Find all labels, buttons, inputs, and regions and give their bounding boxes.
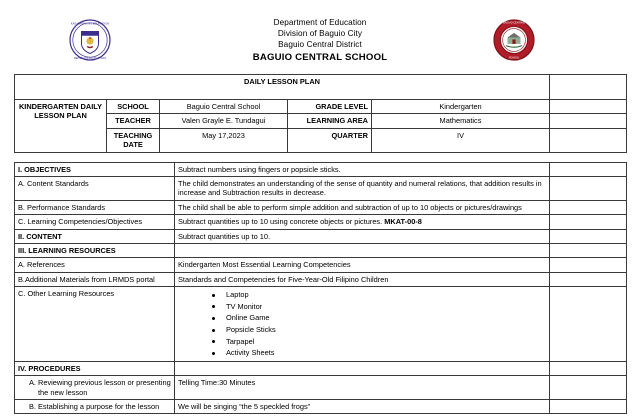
table-row-learning-resources <box>15 244 627 258</box>
competencies-value: Subtract quantities up to 10 using concrete objects or pictures. <box>178 217 383 227</box>
teacher-row-blank-cell <box>550 114 627 128</box>
performance-standards-label: B. Performance Standards <box>15 200 175 214</box>
table-row-procedure-b <box>15 400 627 414</box>
learning-area-label: LEARNING AREA <box>288 114 372 128</box>
objectives-value: Subtract numbers using fingers or popsicle sticks. <box>175 162 550 176</box>
competency-code: MKAT-00-8 <box>384 217 422 227</box>
table-row-teaching-date <box>15 128 627 152</box>
competencies-cell <box>175 215 550 229</box>
svg-text:KAGAWARAN NG EDUKASYON: KAGAWARAN NG EDUKASYON <box>70 22 110 26</box>
svg-text:BAGUIO CENTRAL: BAGUIO CENTRAL <box>502 21 526 25</box>
content-heading: II. CONTENT <box>15 229 175 243</box>
teacher-label: TEACHER <box>107 114 160 128</box>
table-gap <box>0 153 640 162</box>
procedure-b-label-cell <box>15 400 175 414</box>
teaching-date-value: May 17,2023 <box>160 128 288 152</box>
list-item: Laptop <box>212 289 546 301</box>
table-row-references <box>15 258 627 272</box>
other-resources-value <box>175 287 550 362</box>
svg-text:SCHOOL: SCHOOL <box>508 56 520 60</box>
teaching-date-row-blank-cell <box>550 128 627 152</box>
procedure-b-value: We will be singing “the 5 speckled frogs” <box>175 400 550 414</box>
school-row-blank-cell <box>550 100 627 114</box>
other-resources-label: C. Other Learning Resources <box>15 287 175 362</box>
procedure-b-blank-cell <box>550 400 627 414</box>
lrmds-label: B.Additional Materials from LRMDS portal <box>15 272 175 286</box>
references-value: Kindergarten Most Essential Learning Competencies <box>175 258 550 272</box>
learning-resources-blank-cell <box>550 244 627 258</box>
lrmds-value: Standards and Competencies for Five-Year-Old Filipino Children <box>175 272 550 286</box>
content-value: Subtract quantities up to 10. <box>175 229 550 243</box>
procedures-heading: IV. PROCEDURES <box>15 361 175 375</box>
procedures-blank-cell <box>550 361 627 375</box>
quarter-label: QUARTER <box>288 128 372 152</box>
procedure-a-blank-cell <box>550 376 627 400</box>
table-row-performance-standards <box>15 200 627 214</box>
grade-level-label: GRADE LEVEL <box>288 100 372 114</box>
division-line: Division of Baguio City <box>277 29 363 38</box>
table-row-content-standards <box>15 177 627 201</box>
competencies-blank-cell <box>550 215 627 229</box>
list-item: Popsicle Sticks <box>212 324 546 336</box>
table-row-content <box>15 229 627 243</box>
procedure-a-value: Telling Time:30 Minutes <box>175 376 550 400</box>
school-label: SCHOOL <box>107 100 160 114</box>
content-standards-blank-cell <box>550 177 627 201</box>
grade-level-value: Kindergarten <box>372 100 550 114</box>
table-row-objectives <box>15 162 627 176</box>
objectives-blank-cell <box>550 162 627 176</box>
other-resources-blank-cell <box>550 287 627 362</box>
table-row-teacher <box>15 114 627 128</box>
objectives-heading: I. OBJECTIVES <box>15 162 175 176</box>
letterhead-text <box>0 17 640 63</box>
table-row-other-resources <box>15 287 627 362</box>
performance-standards-blank-cell <box>550 200 627 214</box>
kindergarten-plan-label: KINDERGARTEN DAILY LESSON PLAN <box>15 100 107 153</box>
content-blank-cell <box>550 229 627 243</box>
list-item: Tarpapel <box>212 336 546 348</box>
learning-resources-heading: III. LEARNING RESOURCES <box>15 244 175 258</box>
svg-text:REPUBLIKA NG PILIPINAS: REPUBLIKA NG PILIPINAS <box>73 57 107 61</box>
references-blank-cell <box>550 258 627 272</box>
list-item: TV Monitor <box>212 301 546 313</box>
lesson-plan-header-table <box>14 74 627 153</box>
content-standards-label: A. Content Standards <box>15 177 175 201</box>
school-seal-icon <box>492 18 536 62</box>
title-row-blank-cell <box>550 75 627 100</box>
lesson-plan-body-table <box>14 162 627 415</box>
table-row-lrmds <box>15 272 627 286</box>
table-row-school <box>15 100 627 114</box>
department-line: Department of Education <box>273 18 367 27</box>
competencies-label: C. Learning Competencies/Objectives <box>15 215 175 229</box>
procedure-a-letter: A. <box>29 378 36 388</box>
lrmds-blank-cell <box>550 272 627 286</box>
table-row-procedure-a <box>15 376 627 400</box>
list-item: Online Game <box>212 312 546 324</box>
document-letterhead <box>0 0 640 74</box>
content-standards-value: The child demonstrates an understanding of the sense of quantity and numeral relations, that addition results in increase and Subtraction results in decrease. <box>175 177 550 201</box>
school-name-heading: BAGUIO CENTRAL SCHOOL <box>252 52 388 63</box>
table-row-competencies <box>15 215 627 229</box>
teaching-date-label: TEACHING DATE <box>107 128 160 152</box>
table-row-title <box>15 75 627 100</box>
daily-lesson-plan-title: DAILY LESSON PLAN <box>15 75 550 100</box>
procedure-a-label: Reviewing previous lesson or presenting the new lesson <box>38 378 171 397</box>
school-value: Baguio Central School <box>160 100 288 114</box>
procedure-a-label-cell <box>15 376 175 400</box>
quarter-value: IV <box>372 128 550 152</box>
table-row-procedures <box>15 361 627 375</box>
learning-area-value: Mathematics <box>372 114 550 128</box>
procedure-b-letter: B. <box>29 402 36 412</box>
procedures-blank-value <box>175 361 550 375</box>
list-item: Activity Sheets <box>212 347 546 359</box>
performance-standards-value: The child shall be able to perform simple addition and subtraction of up to 10 objects or pictures/drawings <box>175 200 550 214</box>
district-line: Baguio Central District <box>278 40 362 49</box>
procedure-b-label: Establishing a purpose for the lesson <box>38 402 160 412</box>
teacher-value: Valen Grayle E. Tundagui <box>160 114 288 128</box>
other-resources-list <box>178 289 546 359</box>
learning-resources-blank-value <box>175 244 550 258</box>
references-label: A. References <box>15 258 175 272</box>
